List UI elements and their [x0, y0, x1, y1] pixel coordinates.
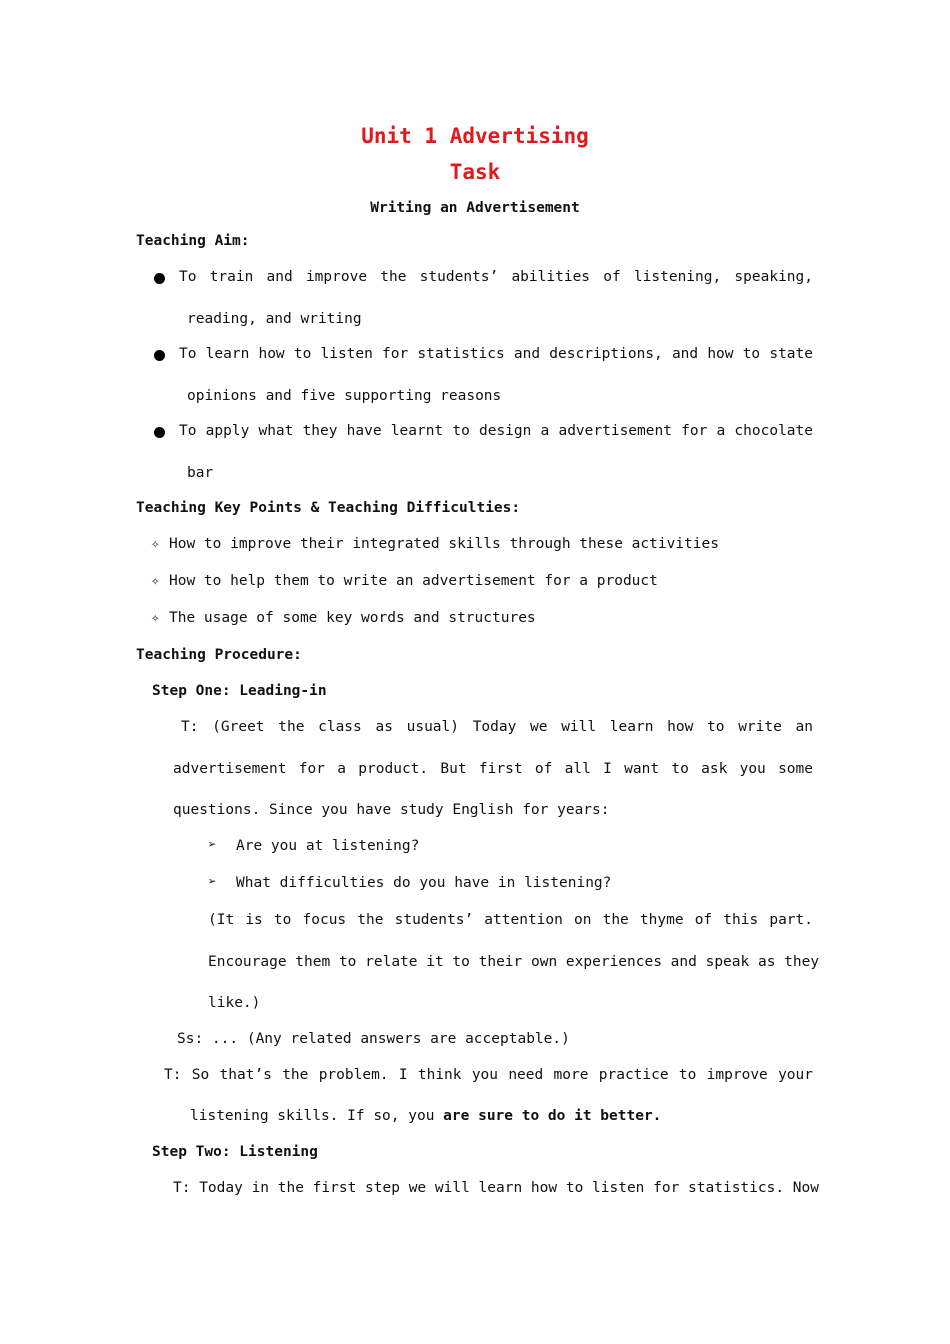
page-title: Unit 1 Advertising [361, 124, 589, 148]
four-pointed-star-icon: ✧ [151, 573, 160, 589]
note-line3: like.) [208, 995, 261, 1011]
procedure-heading: Teaching Procedure: [136, 647, 302, 663]
aim-item-3-line2: bar [187, 465, 214, 481]
step-two-heading: Step Two: Listening [152, 1144, 318, 1160]
arrowhead-icon: ➢ [208, 837, 217, 853]
step2-teacher-line1: T: Today in the first step we will learn how to listen for statistics. Now [173, 1180, 820, 1196]
teacher2-line2-bold: are sure to do it better. [443, 1108, 662, 1124]
bullet-icon [154, 350, 165, 361]
question-item-2: What difficulties do you have in listening? [236, 875, 612, 891]
question-item-1: Are you at listening? [236, 838, 420, 854]
students-response: Ss: ... (Any related answers are acceptable.) [177, 1031, 570, 1047]
keypoints-heading: Teaching Key Points & Teaching Difficulties: [136, 500, 521, 516]
arrowhead-icon: ➢ [208, 874, 217, 890]
four-pointed-star-icon: ✧ [151, 610, 160, 626]
keypoint-item-2: How to help them to write an advertisement for a product [169, 573, 658, 589]
note-line1: (It is to focus the students’ attention on the thyme of this part. [208, 912, 813, 928]
step1-teacher2-line1: T: So that’s the problem. I think you need more practice to improve your [164, 1067, 813, 1083]
step1-teacher-line1: T: (Greet the class as usual) Today we will learn how to write an [181, 719, 813, 735]
bullet-icon [154, 427, 165, 438]
teaching-aim-heading: Teaching Aim: [136, 233, 250, 249]
topic-title: Writing an Advertisement [370, 200, 580, 216]
step1-teacher2-line2 [190, 1108, 661, 1124]
page-subtitle: Task [449, 160, 501, 184]
aim-item-3-line1: To apply what they have learnt to design a advertisement for a chocolate [179, 423, 813, 439]
step1-teacher-line2: advertisement for a product. But first of all I want to ask you some [173, 761, 813, 777]
keypoint-item-3: The usage of some key words and structures [169, 610, 536, 626]
aim-item-1-line1: To train and improve the students’ abilities of listening, speaking, [179, 269, 813, 285]
bullet-icon [154, 273, 165, 284]
aim-item-2-line2: opinions and five supporting reasons [187, 388, 502, 404]
teacher2-line2-normal: listening skills. If so, you [190, 1108, 444, 1124]
aim-item-1-line2: reading, and writing [187, 311, 362, 327]
step1-teacher-line3: questions. Since you have study English for years: [173, 802, 610, 818]
step-one-heading: Step One: Leading-in [152, 683, 327, 699]
keypoint-item-1: How to improve their integrated skills through these activities [169, 536, 719, 552]
four-pointed-star-icon: ✧ [151, 536, 160, 552]
aim-item-2-line1: To learn how to listen for statistics and descriptions, and how to state [179, 346, 813, 362]
note-line2: Encourage them to relate it to their own experiences and speak as they [208, 954, 820, 970]
